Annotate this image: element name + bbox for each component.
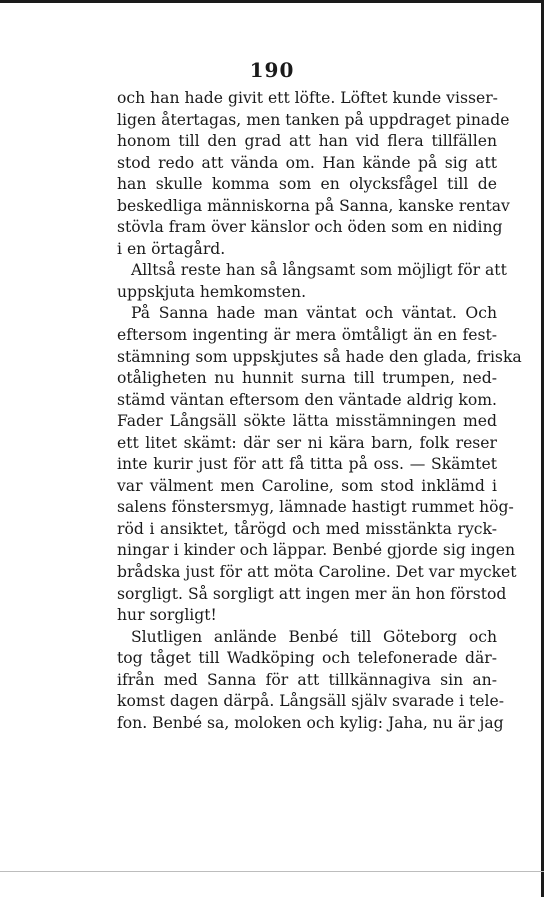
text-line: komst dagen därpå. Långsäll själv svarade i tele- [117, 692, 505, 711]
text-line: Slutligen anlände Benbé till Göteborg och [131, 627, 497, 646]
text-line: fon. Benbé sa, moloken och kylig: Jaha, nu är jag [117, 713, 504, 732]
page-bottom-edge [0, 871, 544, 872]
text-line: stod redo att vända om. Han kände på sig att [117, 153, 497, 172]
text-line: hur sorgligt! [117, 606, 217, 625]
text-line: röd i ansiktet, tårögd och med misstänkta ryck- [117, 519, 497, 538]
text-line: stämning som uppskjutes så hade den glada, friska [117, 347, 522, 366]
text-line: Fader Långsäll sökte lätta misstämningen med [117, 412, 497, 431]
text-line: inte kurir just för att få titta på oss. — Skämtet [117, 455, 497, 474]
text-line: uppskjuta hemkomsten. [117, 282, 307, 301]
text-line: ningar i kinder och läppar. Benbé gjorde sig ingen [117, 541, 516, 560]
text-line: sorgligt. Så sorgligt att ingen mer än hon förstod [117, 584, 507, 603]
text-line: ifrån med Sanna för att tillkännagiva sin an- [117, 670, 497, 689]
text-line: beskedliga människorna på Sanna, kanske rentav [117, 196, 510, 215]
text-line: och han hade givit ett löfte. Löftet kunde visser- [117, 89, 498, 107]
text-line: brådska just för att möta Caroline. Det var mycket [117, 563, 517, 582]
text-line: honom till den grad att han vid flera tillfällen [117, 132, 497, 151]
text-line: Alltså reste han så långsamt som möjligt för att [131, 261, 507, 280]
text-line: På Sanna hade man väntat och väntat. Och [131, 304, 497, 323]
body-text [117, 88, 522, 734]
text-line: stämd väntan eftersom den väntade aldrig kom. [117, 390, 497, 409]
text-line: salens fönstersmyg, lämnade hastigt rummet hög- [117, 498, 514, 517]
page-top-edge [0, 0, 544, 3]
page-number: 190 [249, 58, 295, 82]
text-line: han skulle komma som en olycksfågel till de [117, 175, 497, 194]
text-line: tog tåget till Wadköping och telefonerade där- [117, 649, 497, 668]
text-line: otåligheten nu hunnit surna till trumpen, ned- [117, 369, 497, 388]
text-line: var välment men Caroline, som stod inklämd i [117, 476, 497, 495]
text-line: eftersom ingenting är mera ömtåligt än en fest- [117, 326, 497, 345]
text-line: stövla fram över känslor och öden som en niding [117, 218, 503, 237]
text-line: ett litet skämt: där ser ni kära barn, folk reser [117, 433, 497, 452]
text-line: ligen återtagas, men tanken på uppdraget pinade [117, 110, 510, 129]
text-line: i en örtagård. [117, 239, 226, 258]
